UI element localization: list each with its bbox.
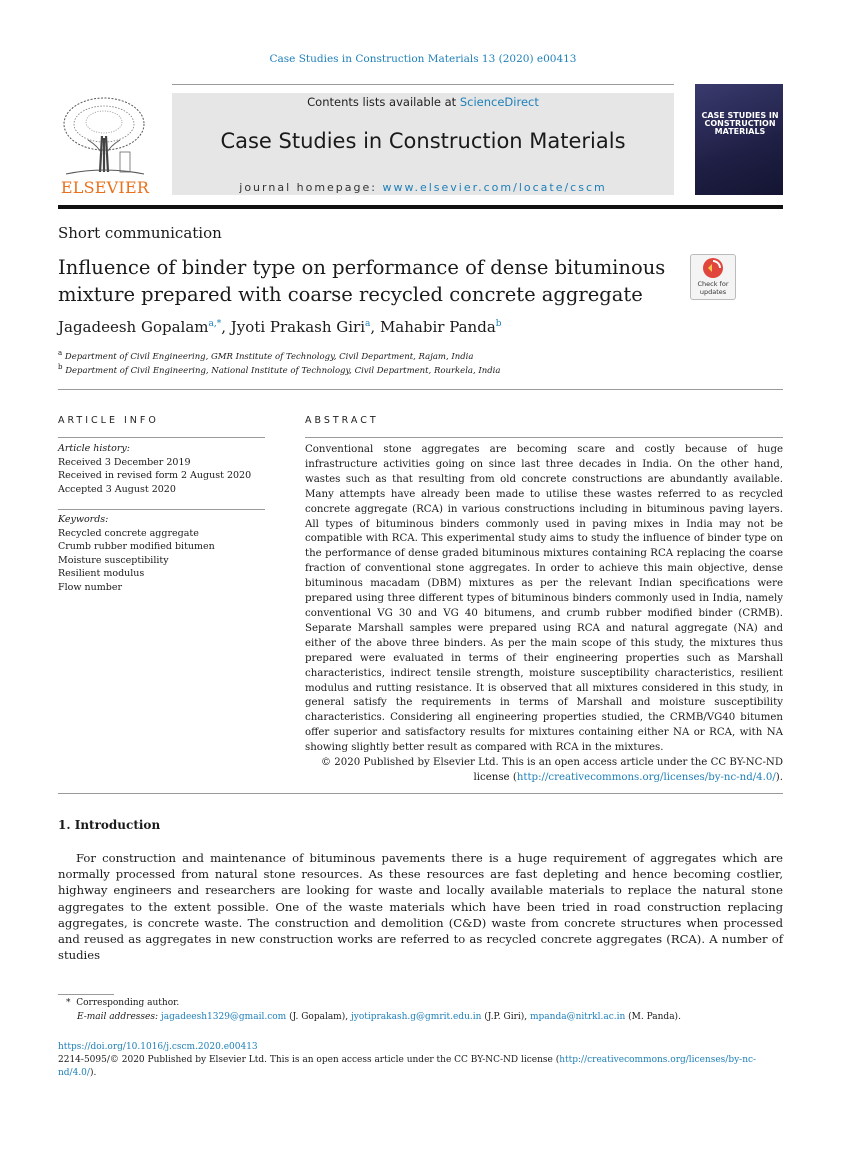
email-link[interactable]: jyotiprakash.g@gmrit.edu.in [350, 1012, 482, 1022]
journal-homepage: journal homepage: www.elsevier.com/locate/cscm [239, 181, 607, 194]
author-name: Jyoti Prakash Giri [230, 318, 366, 336]
footnote-rule [58, 994, 114, 995]
author-affiliation-mark[interactable]: a [365, 319, 371, 329]
check-for-updates-badge[interactable]: Check for updates [690, 254, 736, 300]
author-name: Jagadeesh Gopalam [58, 318, 209, 336]
introduction-body: For construction and maintenance of bituminous pavements there is a huge requirement of aggregates which are normally processed from natural stone resources. As these resources are fast depleting and hence becoming costlier, highway engineers and researchers are looking for waste and locally available materials to replace the natural stone aggregates to the extent possible. One of the waste materials which have been tried in road construction replacing aggregates, is concrete waste. The construction and demolition (C&D) waste from concrete structures when processed and reused as aggregates in new construction works are referred to as recycled concrete aggregates (RCA). A number of studies [58, 851, 783, 963]
article-history: Article history: Received 3 December 2019 Received in revised form 2 August 2020 Accepted 3 August 2020 [58, 443, 252, 495]
affiliation-a: $^a$ Department of Civil Engineering, GMR Institute of Technology, Civil Department, Rajam, India [58, 349, 474, 362]
keyword-item: Moisture susceptibility [58, 554, 169, 566]
footer-license-link[interactable]: http://creativecommons.org/licenses/by-nc-nd/4.0/ [58, 1055, 757, 1078]
history-item: Received 3 December 2019 [58, 456, 191, 468]
introduction-heading: 1. Introduction [58, 818, 161, 832]
article-type: Short communication [58, 224, 222, 242]
history-item: Received in revised form 2 August 2020 [58, 470, 252, 481]
author-name: Mahabir Panda [379, 318, 496, 336]
header-bottom-rule [58, 389, 783, 390]
elsevier-wordmark: ELSEVIER [60, 178, 150, 197]
doi-link[interactable]: https://doi.org/10.1016/j.cscm.2020.e00413 [58, 1042, 258, 1052]
keywords-rule [58, 509, 265, 510]
license-line: 2214-5095/© 2020 Published by Elsevier Ltd. This is an open access article under the CC BY-NC-ND license (http://creativecommons.org/licenses/by-nc-nd/4.0/). [58, 1055, 757, 1078]
corresponding-author-note: * Corresponding author. [66, 998, 180, 1008]
check-updates-icon [691, 255, 735, 281]
keywords: Keywords: Recycled concrete aggregate Crumb rubber modified bitumen Moisture susceptibility Resilient modulus Flow number [58, 514, 215, 593]
journal-cover-image[interactable] [695, 84, 783, 195]
keyword-item: Flow number [58, 581, 122, 593]
journal-cover-title: CASE STUDIES IN CONSTRUCTION MATERIALS [701, 111, 779, 136]
email-link[interactable]: mpanda@nitrkl.ac.in [529, 1012, 626, 1022]
doi-line [58, 1041, 783, 1054]
keyword-item: Recycled concrete aggregate [58, 527, 199, 539]
running-head[interactable]: Case Studies in Construction Materials 13 (2020) e00413 [269, 53, 577, 65]
cc-license-link[interactable]: http://creativecommons.org/licenses/by-nc-nd/4.0/ [516, 771, 776, 783]
keyword-item: Crumb rubber modified bitumen [58, 541, 215, 552]
article-info-rule [58, 437, 265, 438]
abstract-body: Conventional stone aggregates are becoming scare and costly because of huge infrastructure activities going on since last three decades in India. On the other hand, wastes such as that resulting from old concrete constructions are abundantly available. Many attempts have already been made to utilise these wastes referred to as recycled concrete aggregate (RCA) in various constructions including in bituminous paving layers. All types of bituminous binders commonly used in paving mixes in India may not be compatible with RCA. This experimental study aims to study the influence of binder type on the performance of dense graded bituminous mixtures containing RCA replacing the coarse fraction of conventional stone aggregates. In order to achieve this main objective, dense bituminous macadam (DBM) mixtures as per the relevant Indian specifications were prepared using three different types of bituminous binders commonly used in India, namely conventional VG 30 and VG 40 bitumens, and crumb rubber modified binder (CRMB). Separate Marshall samples were prepared using RCA and natural aggregate (NA) and either of the above three binders. As per the main scope of this study, the mixtures thus prepared were evaluated in terms of their engineering properties such as Marshall characteristics, indirect tensile strength, moisture susceptibility characteristics, resilient modulus and rutting resistance. It is observed that all mixtures considered in this study, in general satisfy the requirements in terms of Marshall and moisture susceptibility characteristics. Considering all engineering properties studied, the CRMB/VG40 bitumen offer superior and satisfactory results for mixtures containing either NA or RCA, with NA showing slightly better result as compared with RCA in the mixtures. © 2020 Published by Elsevier Ltd. This is an open access article under the CC BY-NC-ND license (http://creativecommons.org/licenses/by-nc-nd/4.0/). [305, 444, 783, 783]
keyword-item: Resilient modulus [58, 568, 145, 579]
journal-homepage-link[interactable]: www.elsevier.com/locate/cscm [382, 181, 607, 194]
contents-line: Contents lists available at ScienceDirect [307, 95, 539, 109]
article-title: Influence of binder type on performance of dense bituminous mixture prepared with coarse recycled concrete aggregate [58, 256, 666, 306]
abstract-bottom-rule [58, 793, 783, 794]
history-item: Accepted 3 August 2020 [58, 483, 176, 495]
abstract-copyright: © 2020 Published by Elsevier Ltd. This is an open access article under the CC BY-NC-ND [320, 757, 783, 769]
email-link[interactable]: jagadeesh1329@gmail.com [160, 1012, 287, 1022]
article-info-heading: ARTICLE INFO [58, 415, 159, 426]
journal-title: Case Studies in Construction Materials [220, 129, 626, 153]
abstract-rule [305, 437, 783, 438]
masthead-rule [58, 205, 783, 209]
sciencedirect-link[interactable]: ScienceDirect [459, 95, 539, 109]
author-list: Jagadeesh Gopalam$^{a,*}$, Jyoti Prakash Giri$^a$, Mahabir Panda$^b$ [58, 318, 502, 336]
affiliation-b: $^b$ Department of Civil Engineering, National Institute of Technology, Civil Department, Rourkela, India [58, 363, 501, 376]
header-rule [172, 84, 674, 85]
email-addresses: E-mail addresses: jagadeesh1329@gmail.com (J. Gopalam), jyotiprakash.g@gmrit.edu.in (J.P. Giri), mpanda@nitrkl.ac.in (M. Panda). [77, 1012, 681, 1022]
author-affiliation-mark[interactable]: b [495, 319, 502, 329]
abstract-heading: ABSTRACT [305, 415, 379, 426]
author-affiliation-mark[interactable]: a,* [208, 319, 222, 329]
